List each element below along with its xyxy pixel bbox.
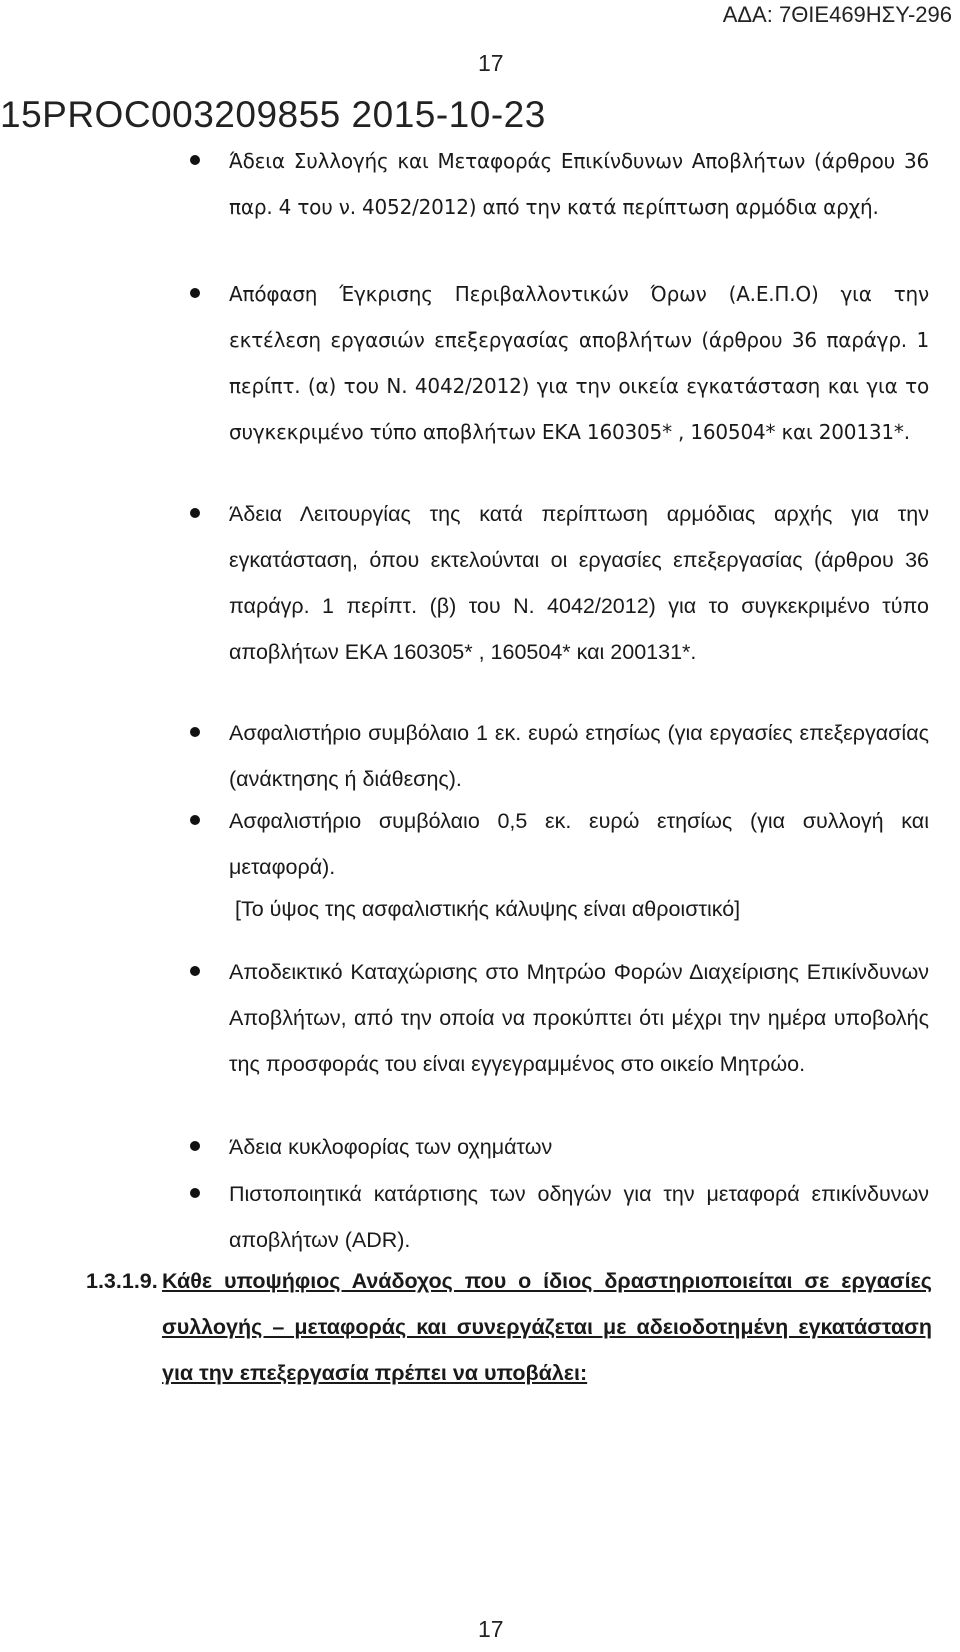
- bullet-item-waste-license: Άδεια Συλλογής και Μεταφοράς Επικίνδυνων Αποβλήτων (άρθρου 36 παρ. 4 του ν. 4052/2012) από την κατά περίπτωση αρμόδια αρχή.: [229, 149, 929, 219]
- bullet-dot-icon: [190, 966, 200, 976]
- section-number: 1.3.1.9.: [86, 1269, 158, 1293]
- bullet-dot-icon: [190, 508, 200, 518]
- bullet-dot-icon: [190, 288, 200, 298]
- bullet-item-insurance-transport: Ασφαλιστήριο συμβόλαιο 0,5 εκ. ευρώ ετησίως (για συλλογή και μεταφορά).: [229, 809, 929, 879]
- bullet-dot-icon: [190, 1188, 200, 1198]
- bullet-item-insurance-processing: Ασφαλιστήριο συμβόλαιο 1 εκ. ευρώ ετησίως (για εργασίες επεξεργασίας (ανάκτησης ή διάθεσης).: [229, 721, 929, 791]
- page-number-bottom: 17: [478, 1616, 504, 1642]
- bullet-item-aepo: Απόφαση Έγκρισης Περιβαλλοντικών Όρων (Α.Ε.Π.Ο) για την εκτέλεση εργασιών επεξεργασίας αποβλήτων (άρθρου 36 παράγρ. 1 περίπτ. (α) του Ν. 4042/2012) για την οικεία εγκατάσταση και για το συγκεκριμένο τύπο αποβλήτων ΕΚΑ 160305* , 160504* και 200131*.: [229, 282, 929, 444]
- bullet-dot-icon: [190, 815, 200, 825]
- bullet-dot-icon: [190, 155, 200, 165]
- insurance-note: [Το ύψος της ασφαλιστικής κάλυψης είναι αθροιστικό]: [235, 897, 741, 921]
- page-number-top: 17: [478, 50, 504, 76]
- bullet-item-operating-license: Άδεια Λειτουργίας της κατά περίπτωση αρμόδιας αρχής για την εγκατάσταση, όπου εκτελούνται οι εργασίες επεξεργασίας (άρθρου 36 παράγρ. 1 περίπτ. (β) του Ν. 4042/2012) για το συγκεκριμένο τύπο αποβλήτων ΕΚΑ 160305* , 160504* και 200131*.: [229, 502, 929, 664]
- proc-id-stamp: 15PROC003209855 2015-10-23: [0, 94, 546, 135]
- section-heading: Κάθε υποψήφιος Ανάδοχος που ο ίδιος δραστηριοποιείται σε εργασίες συλλογής – μεταφοράς και συνεργάζεται με αδειοδοτημένη εγκατάσταση για την επεξεργασία πρέπει να υποβάλει:: [162, 1269, 932, 1385]
- bullet-dot-icon: [190, 1141, 200, 1151]
- bullet-item-vehicle-license: Άδεια κυκλοφορίας των οχημάτων: [229, 1135, 553, 1159]
- bullet-item-adr-certificates: Πιστοποιητικά κατάρτισης των οδηγών για την μεταφορά επικίνδυνων αποβλήτων (ADR).: [229, 1182, 929, 1252]
- bullet-dot-icon: [190, 727, 200, 737]
- bullet-item-registry-proof: Αποδεικτικό Καταχώρισης στο Μητρώο Φορών Διαχείρισης Επικίνδυνων Αποβλήτων, από την οποία να προκύπτει ότι μέχρι την ημέρα υποβολής της προσφοράς του είναι εγγεγραμμένος στο οικείο Μητρώο.: [229, 960, 929, 1076]
- ada-code: ΑΔΑ: 7ΘΙΕ469ΗΣΥ-296: [722, 2, 952, 27]
